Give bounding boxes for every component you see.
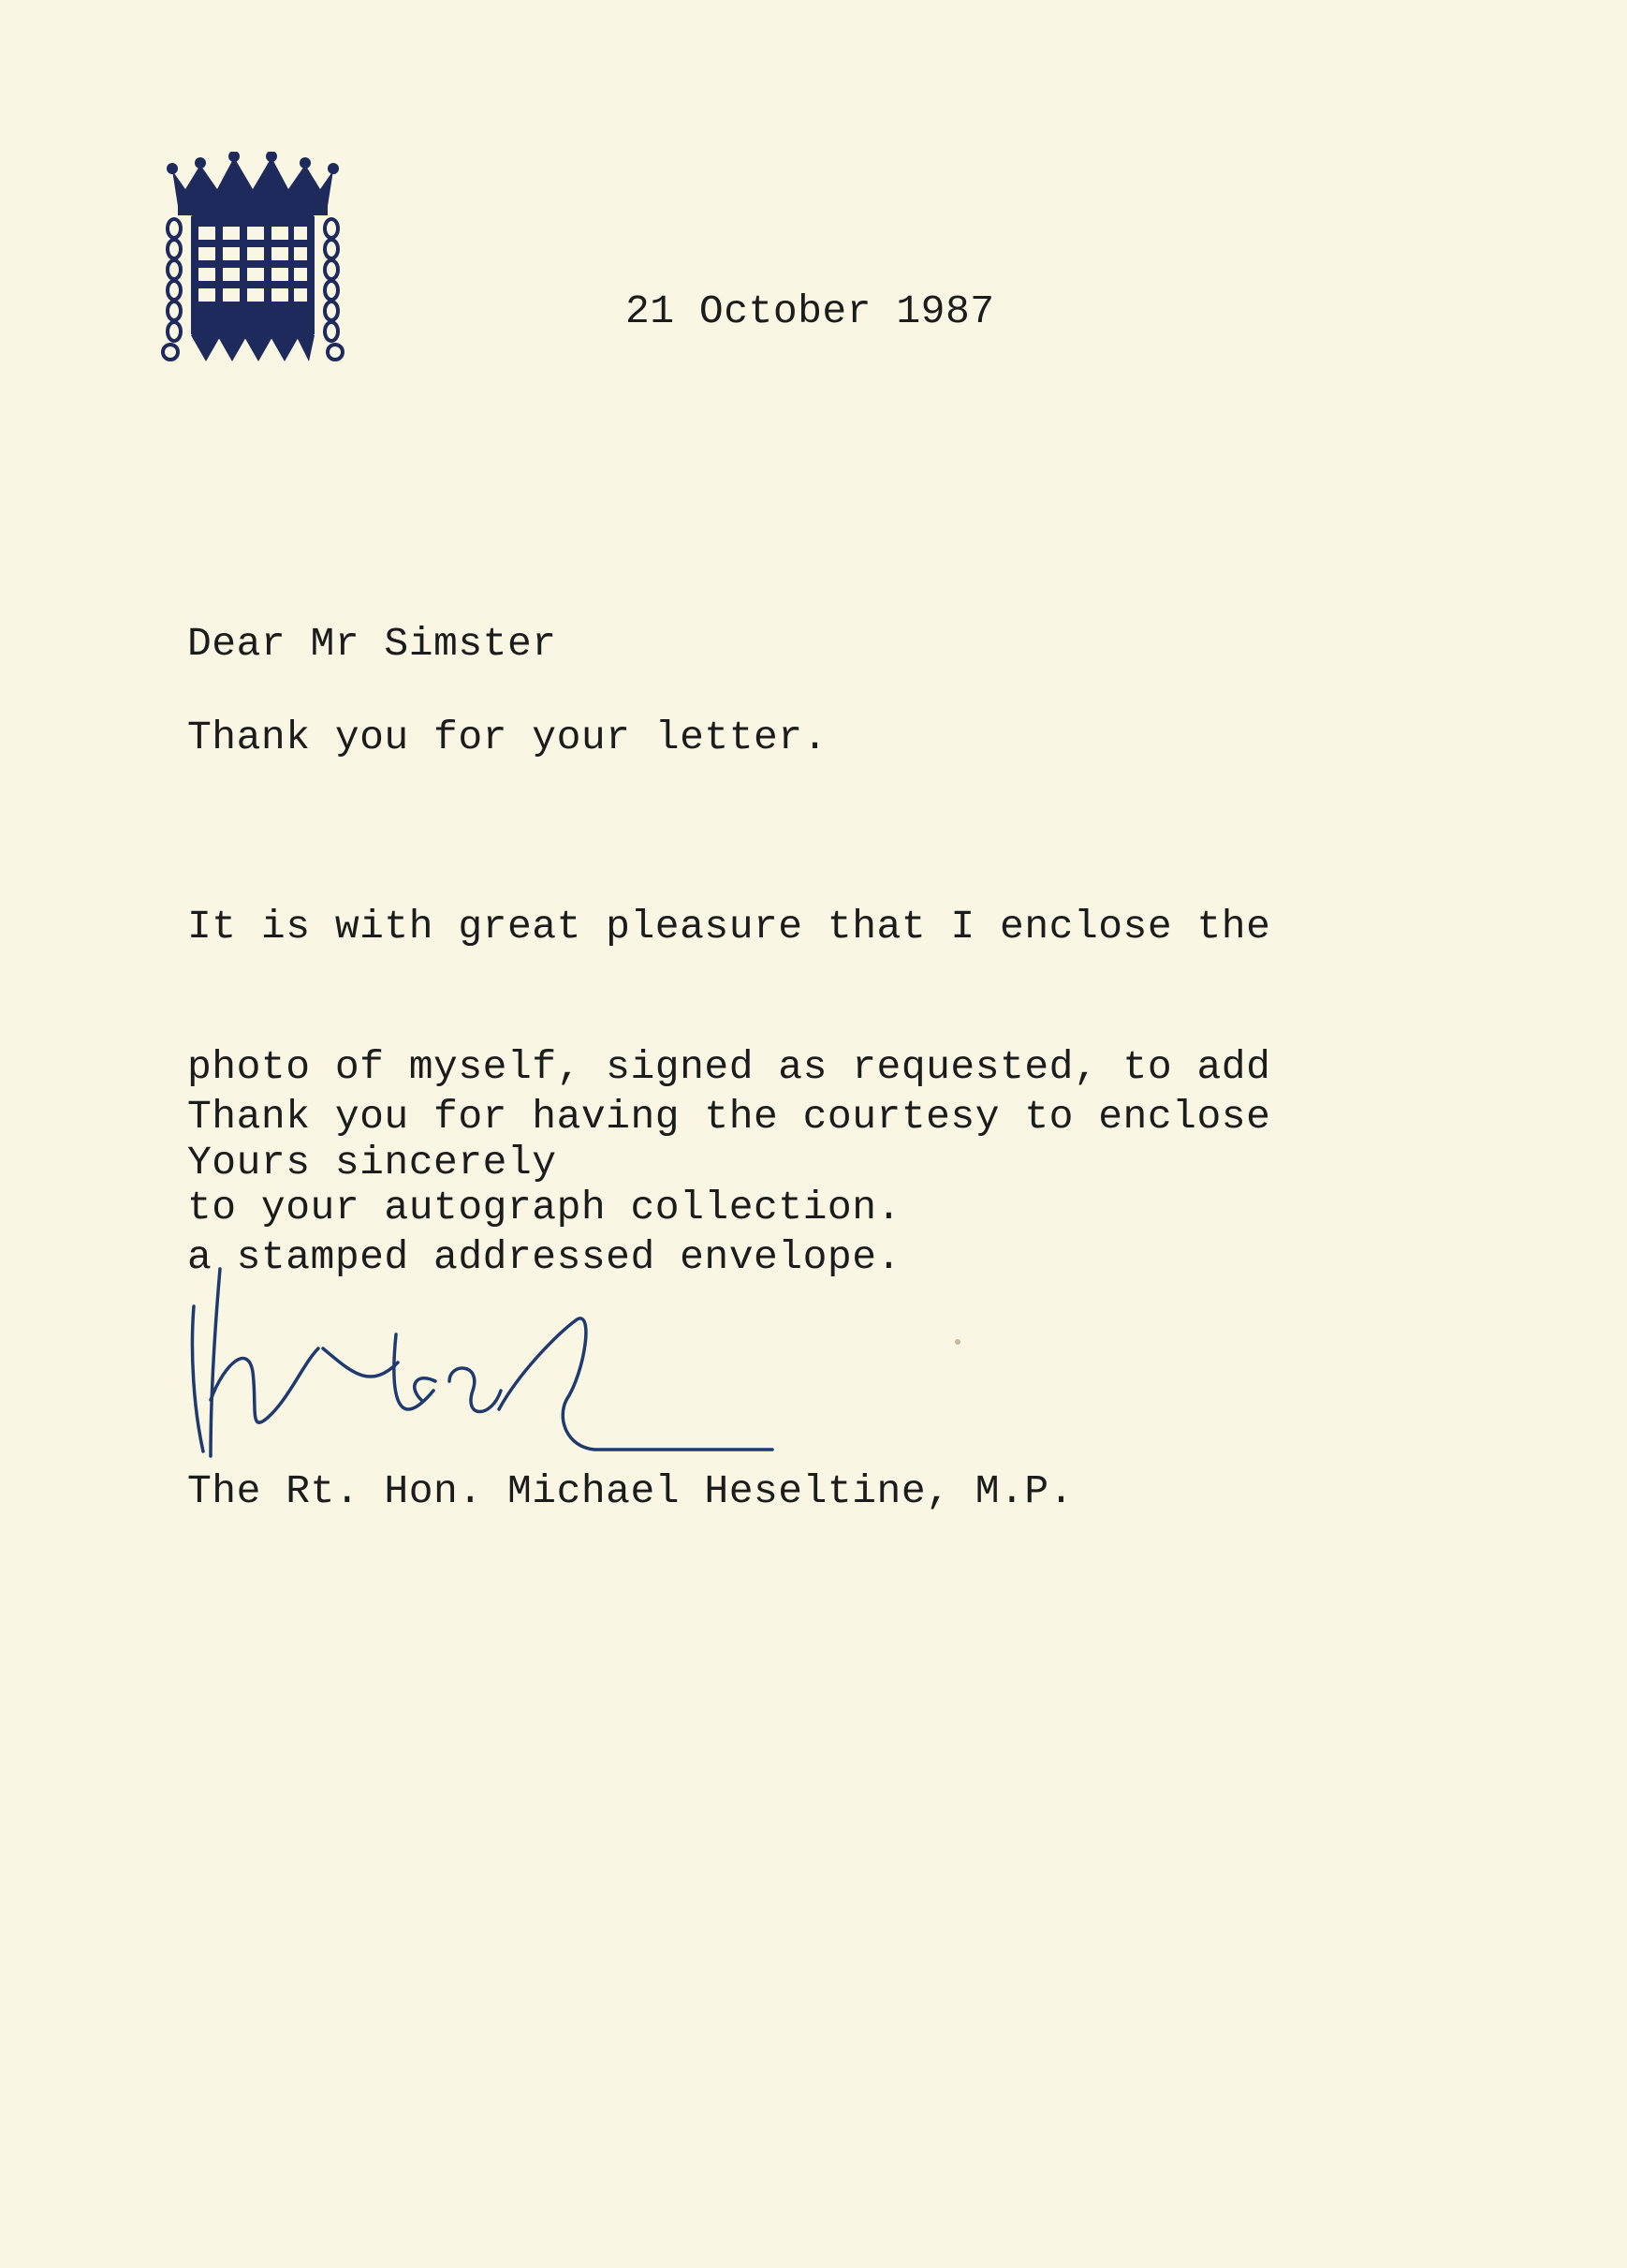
text-line: Thank you for having the courtesy to enclose (187, 1094, 1271, 1140)
letter-date: 21 October 1987 (625, 288, 995, 334)
handwritten-signature (183, 1259, 791, 1470)
text-line: It is with great pleasure that I enclose the (187, 904, 1271, 950)
paragraph-thanks: Thank you for your letter. (187, 714, 828, 760)
portcullis-icon (159, 152, 346, 365)
text-line: to your autograph collection. (187, 1185, 901, 1230)
text-line: a stamped addressed envelope. (187, 1234, 901, 1280)
paper-speck (953, 1337, 962, 1347)
signatory-name: The Rt. Hon. Michael Heseltine, M.P. (187, 1468, 1074, 1514)
salutation: Dear Mr Simster (187, 621, 557, 667)
text-line: photo of myself, signed as requested, to add (187, 1044, 1271, 1090)
closing: Yours sincerely (187, 1140, 557, 1186)
